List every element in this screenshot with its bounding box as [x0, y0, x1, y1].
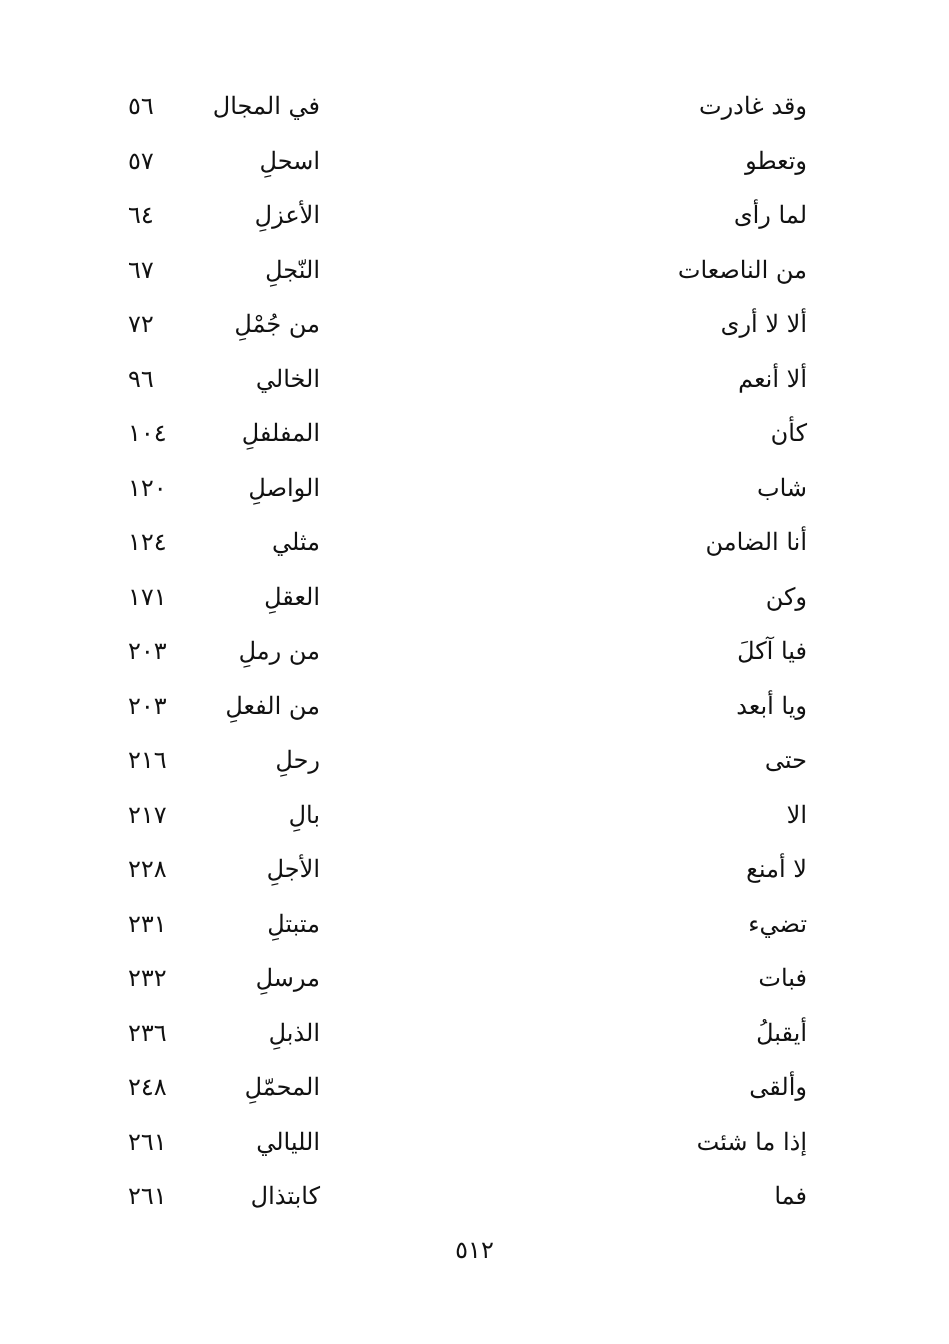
index-row	[120, 518, 815, 573]
opening-words: فما	[774, 1182, 807, 1210]
index-row	[120, 736, 815, 791]
page-reference: ٢٣٢	[128, 964, 167, 992]
page-number: ٥١٢	[455, 1236, 494, 1264]
rhyme-word: بالِ	[288, 800, 320, 829]
rhyme-word: الأجلِ	[266, 855, 320, 883]
opening-words: لما رأى	[733, 201, 807, 229]
rhyme-word: الواصلِ	[248, 473, 320, 502]
page-reference: ٦٧	[128, 255, 154, 284]
rhyme-word: رحلِ	[275, 746, 320, 774]
page-reference: ٢٤٨	[128, 1073, 167, 1101]
rhyme-word: من الفعلِ	[225, 691, 320, 720]
opening-words: ويا أبعد	[736, 691, 807, 720]
index-row	[120, 954, 815, 1009]
index-row	[120, 1118, 815, 1173]
page-reference: ٥٦	[128, 92, 154, 120]
opening-words: وكن	[765, 582, 807, 611]
opening-words: فبات	[758, 964, 807, 992]
opening-words: ألا لا أرى	[720, 310, 807, 338]
page-reference: ٢٦١	[128, 1182, 167, 1210]
opening-words: ألا أنعم	[738, 364, 807, 393]
page-reference: ٩٦	[128, 364, 154, 393]
rhyme-word: المفلفلِ	[241, 419, 320, 447]
page-reference: ١٢٠	[128, 473, 167, 502]
index-row	[120, 191, 815, 246]
opening-words: الا	[786, 800, 807, 829]
rhyme-word: مرسلِ	[255, 964, 320, 992]
page-reference: ٢١٦	[128, 746, 167, 774]
rhyme-word: من رملِ	[238, 637, 320, 665]
opening-words: أنا الضامن	[705, 528, 807, 556]
rhyme-word: كابتذال	[250, 1182, 320, 1210]
index-row	[120, 137, 815, 192]
index-row	[120, 845, 815, 900]
index-row	[120, 627, 815, 682]
page-reference: ٥٧	[128, 146, 154, 175]
opening-words: أيقبلُ	[756, 1018, 807, 1047]
page-reference: ٢٢٨	[128, 855, 167, 883]
page-reference: ٢٣١	[128, 909, 167, 938]
page-reference: ٢٦١	[128, 1127, 167, 1156]
page-reference: ٢٠٣	[128, 691, 167, 720]
rhyme-word: الأعزلِ	[254, 201, 320, 229]
opening-words: فيا آكلَ	[737, 637, 807, 665]
index-row	[120, 464, 815, 519]
index-row	[120, 1172, 815, 1227]
opening-words: لا أمنع	[746, 855, 807, 883]
index-row	[120, 1063, 815, 1118]
page-reference: ٢٠٣	[128, 637, 167, 665]
index-row	[120, 900, 815, 955]
rhyme-index-list	[120, 82, 815, 1227]
opening-words: وألقى	[749, 1073, 807, 1101]
opening-words: وتعطو	[745, 146, 807, 175]
rhyme-word: المحمّلِ	[244, 1073, 320, 1101]
rhyme-word: العقلِ	[264, 582, 320, 611]
rhyme-word: في المجال	[212, 92, 320, 120]
page-reference: ٢١٧	[128, 800, 167, 829]
opening-words: إذا ما شئت	[696, 1127, 807, 1156]
index-row	[120, 300, 815, 355]
rhyme-word: الليالي	[256, 1127, 320, 1156]
rhyme-word: متبتلِ	[267, 909, 320, 938]
rhyme-word: النّجلِ	[265, 255, 320, 284]
opening-words: من الناصعات	[677, 255, 807, 284]
index-row	[120, 1009, 815, 1064]
rhyme-word: الذبلِ	[268, 1018, 320, 1047]
opening-words: كأن	[770, 419, 807, 447]
page-reference: ١٧١	[128, 582, 167, 611]
page-reference: ١٢٤	[128, 528, 167, 556]
page-reference: ٢٣٦	[128, 1018, 167, 1047]
index-row	[120, 791, 815, 846]
page-reference: ٧٢	[128, 310, 154, 338]
index-row	[120, 409, 815, 464]
page-reference: ٦٤	[128, 201, 154, 229]
page-reference: ١٠٤	[128, 419, 167, 447]
rhyme-word: اسحلِ	[259, 146, 320, 175]
opening-words: تضيء	[748, 909, 807, 938]
rhyme-word: الخالي	[255, 364, 320, 393]
rhyme-word: مثلي	[271, 528, 320, 556]
opening-words: وقد غادرت	[698, 92, 807, 120]
opening-words: شاب	[756, 473, 807, 502]
opening-words: حتى	[764, 746, 807, 774]
rhyme-word: من جُمْلِ	[234, 310, 320, 338]
index-row	[120, 82, 815, 137]
index-row	[120, 682, 815, 737]
index-row	[120, 573, 815, 628]
index-row	[120, 246, 815, 301]
index-row	[120, 355, 815, 410]
